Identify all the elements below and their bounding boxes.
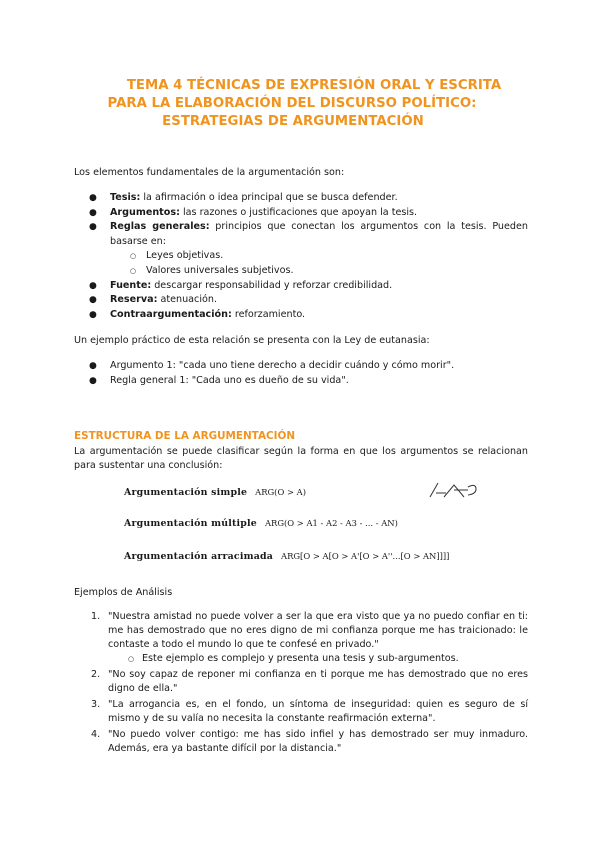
list-item: ● Regla general 1: "Cada uno es dueño de su vida".	[74, 374, 528, 389]
list-item	[74, 698, 528, 726]
intro-paragraph: Los elementos fundamentales de la argumentación son:	[74, 167, 345, 178]
argument-formula: ARG[O > A[O > A'[O > A''...[O > AN]]]]	[281, 551, 450, 561]
argument-label: Argumentación múltiple	[124, 518, 257, 529]
argument-type-clustered	[124, 551, 449, 562]
item-text: "No puedo volver contigo: me has sido infiel y has demostrado ser muy inmaduro. Además, era ya bastante difícil por la distancia."	[108, 729, 528, 754]
sub-list-item: ○ Leyes objetivas.	[110, 249, 528, 264]
term: Fuente:	[110, 279, 152, 291]
bullet-icon: ●	[89, 375, 97, 386]
definition: la afirmación o idea principal que se busca defender.	[140, 192, 398, 203]
section-paragraph: La argumentación se puede clasificar según la forma en que los argumentos se relacionan para sustentar una conclusión:	[74, 446, 528, 471]
bullet-icon: ●	[89, 222, 97, 233]
list-item	[74, 308, 528, 323]
item-text: "No soy capaz de reponer mi confianza en ti porque me has demostrado que no eres digno de ella."	[108, 669, 528, 694]
definition: descargar responsabilidad y reforzar credibilidad.	[151, 279, 393, 291]
term: Reserva:	[110, 294, 158, 306]
item-number: 3.	[91, 699, 101, 710]
item-number: 1.	[91, 611, 101, 622]
argument-type-simple	[124, 487, 306, 498]
list-item	[74, 206, 528, 221]
circle-bullet-icon: ○	[128, 655, 135, 663]
list-item	[74, 220, 528, 278]
term: Contraargumentación:	[110, 308, 232, 320]
section-heading: ESTRUCTURA DE LA ARGUMENTACIÓN	[74, 430, 296, 442]
example-list	[74, 359, 528, 388]
term: Tesis:	[110, 192, 141, 203]
sub-list-item: ○ Valores universales subjetivos.	[110, 264, 528, 279]
argument-formula: ARG(O > A)	[255, 487, 306, 497]
example-intro: Un ejemplo práctico de esta relación se presenta con la Ley de eutanasia:	[74, 335, 430, 346]
item-text: "Nuestra amistad no puede volver a ser la que era visto que ya no puedo confiar en ti: me has demostrado que no eres digno de mi confianza porque me has traicionado: le contaste a todo el mundo lo que te confesé en privado."	[108, 611, 528, 650]
sub-note: ○ Este ejemplo es complejo y presenta una tesis y sub-argumentos.	[128, 653, 459, 664]
title-line-3: ESTRATEGIAS DE ARGUMENTACIÓN	[162, 114, 424, 129]
term: Reglas generales:	[110, 221, 210, 233]
list-item	[74, 610, 528, 666]
list-item	[74, 293, 528, 308]
bullet-icon: ●	[89, 361, 97, 371]
definition: reforzamiento.	[231, 308, 306, 320]
list-item	[74, 728, 528, 756]
argument-type-multiple	[124, 518, 398, 529]
analysis-heading: Ejemplos de Análisis	[74, 587, 173, 598]
list-item	[74, 191, 528, 206]
argument-formula: ARG(O > A1 - A2 - A3 - ... - AN)	[264, 518, 398, 528]
circle-bullet-icon: ○	[130, 252, 137, 261]
list-item	[74, 279, 528, 294]
title-line-1: TEMA 4 TÉCNICAS DE EXPRESIÓN ORAL Y ESCRITA	[126, 78, 502, 93]
elements-list	[74, 191, 528, 322]
title-line-2: PARA LA ELABORACIÓN DEL DISCURSO POLÍTICO:	[107, 96, 477, 111]
analysis-list	[74, 610, 528, 758]
item-number: 2.	[91, 669, 101, 680]
bullet-icon: ●	[89, 309, 97, 320]
bullet-icon: ●	[89, 280, 97, 291]
argument-label: Argumentación simple	[124, 487, 248, 498]
definition: principios que conectan los argumentos con la tesis. Pueden basarse en:	[110, 221, 528, 247]
bullet-icon: ●	[89, 193, 97, 203]
item-text: "La arrogancia es, en el fondo, un síntoma de inseguridad: quien es seguro de sí mismo y de su valía no necesita la constante reafirmación externa".	[108, 699, 528, 724]
list-item: ● Argumento 1: "cada uno tiene derecho a decidir cuándo y cómo morir".	[74, 359, 528, 374]
bullet-icon: ●	[89, 295, 97, 306]
rule-bases-list	[110, 249, 528, 278]
handwritten-sketch-icon	[424, 479, 484, 501]
argument-label: Argumentación arracimada	[124, 551, 274, 562]
bullet-icon: ●	[89, 207, 97, 218]
definition: las razones o justificaciones que apoyan la tesis.	[179, 206, 418, 218]
circle-bullet-icon: ○	[130, 266, 137, 275]
item-number: 4.	[91, 729, 101, 740]
term: Argumentos:	[110, 206, 180, 218]
definition: atenuación.	[157, 294, 217, 306]
list-item	[74, 668, 528, 696]
